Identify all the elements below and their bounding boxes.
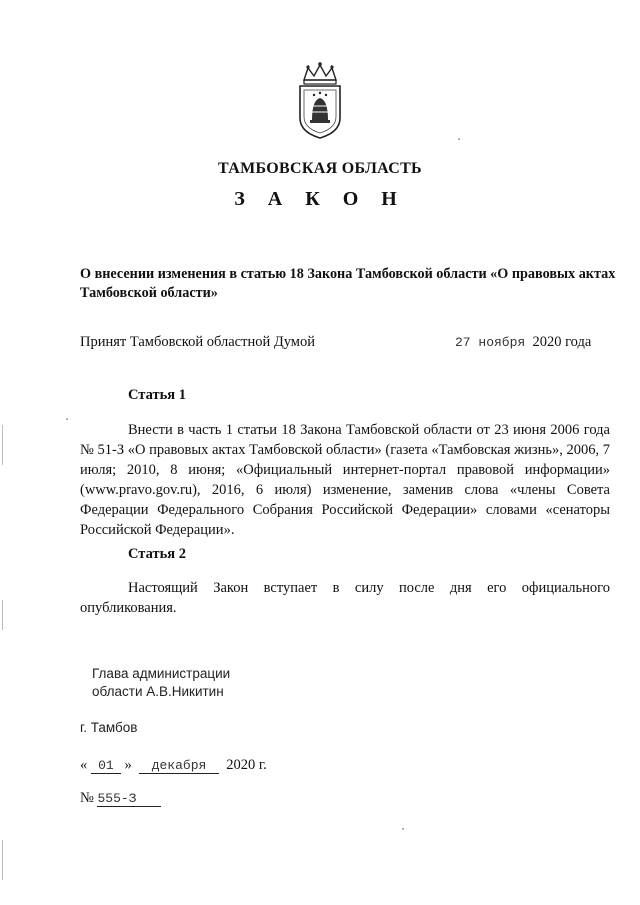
signature-name: области А.В.Никитин [92, 684, 224, 699]
tambov-coat-of-arms-icon [290, 60, 350, 140]
adoption-date-stamp: 27 ноября [455, 335, 526, 350]
number-value: 555-З [97, 791, 161, 807]
adoption-date [455, 334, 591, 351]
article-2-text: Настоящий Закон вступает в силу после дня его официального опубликования. [80, 580, 610, 616]
city-label: г. Тамбов [80, 720, 138, 735]
scan-artifact [2, 600, 3, 630]
scan-speck [458, 138, 460, 140]
signing-date [80, 757, 267, 774]
scan-speck [402, 828, 404, 830]
date-day: 01 [91, 758, 121, 774]
date-year: 2020 г. [226, 757, 267, 773]
date-close-quote: » [124, 757, 132, 773]
law-number [80, 790, 161, 807]
number-prefix: № [80, 790, 94, 806]
adoption-year: 2020 года [532, 334, 592, 350]
article-1-text: Внести в часть 1 статьи 18 Закона Тамбовской области от 23 июня 2006 года № 51-З «О правовых актах Тамбовской области» (газета «Тамбовская жизнь», 2006, 7 июля; 2010, 8 июня; «Официальный интернет-портал правовой информации» (www.pravo.gov.ru), 2016, 6 июля) изменение, заменив слова «члены Совета Федерации Федерального Собрания Российской Федерации» словами «сенаторы Российской Федерации». [80, 422, 610, 538]
article-2-heading: Статья 2 [128, 546, 186, 562]
scan-artifact [2, 840, 3, 880]
signature-block [92, 665, 230, 701]
document-type: З А К О Н [234, 188, 406, 210]
article-1-heading: Статья 1 [128, 387, 186, 403]
scan-speck [66, 418, 68, 420]
law-subject: О внесении изменения в статью 18 Закона Тамбовской области «О правовых актах Тамбовской области» [80, 266, 616, 301]
adoption-text: Принят Тамбовской областной Думой [80, 334, 315, 350]
date-month: декабря [139, 758, 219, 774]
signature-title: Глава администрации [92, 666, 231, 681]
region-title: ТАМБОВСКАЯ ОБЛАСТЬ [218, 160, 422, 177]
scan-artifact [2, 425, 3, 465]
date-open-quote: « [80, 757, 88, 773]
